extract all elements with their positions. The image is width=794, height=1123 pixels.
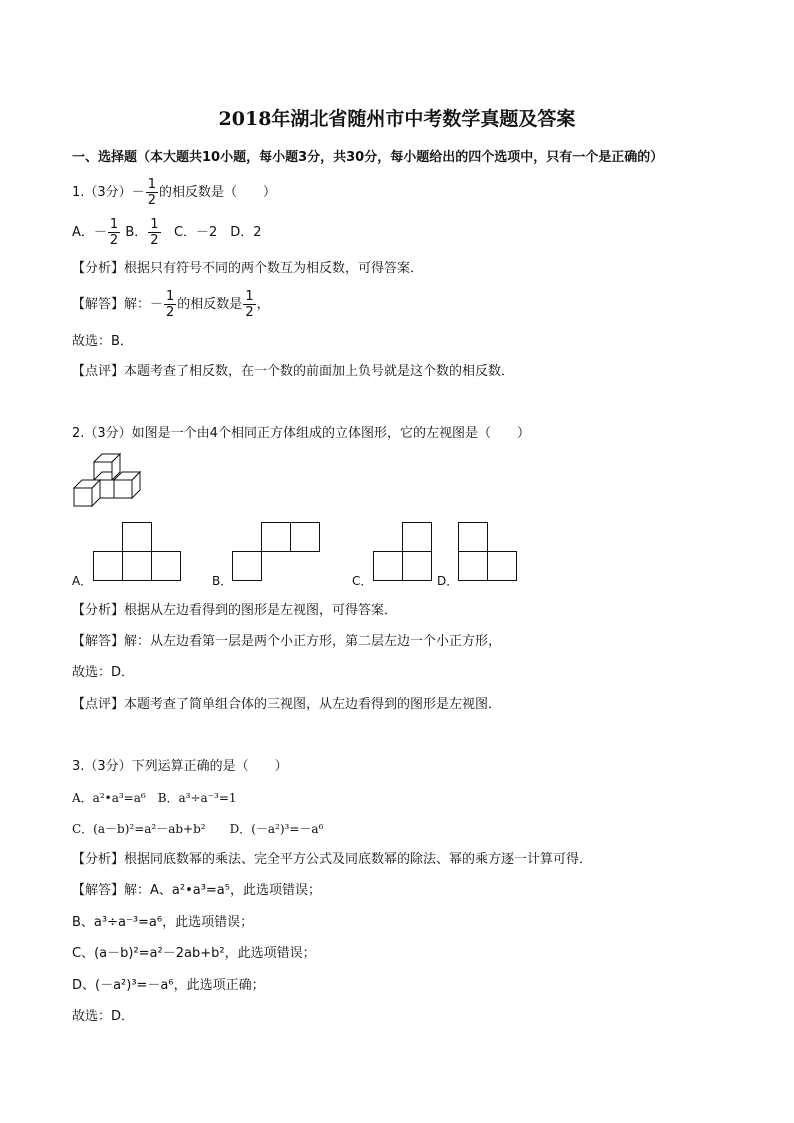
q1-choice: 故选：B． [72,334,133,349]
q1-stem [72,178,276,207]
q1-analysis: 【分析】根据只有符号不同的两个数互为相反数，可得答案． [72,261,424,276]
q2-opt-b-label: B． [212,574,233,588]
q1-opt-b: B． [125,225,148,240]
q3-stem: 3.（3分）下列运算正确的是（ ） [72,759,288,774]
q1-opt-b-num: 1 [150,217,159,232]
q3-answer-a: 【解答】解：A、a²•a³=a⁵，此选项错误； [72,883,321,898]
q1-frac-num: 1 [147,177,156,192]
q1-answer [72,290,270,319]
q2-comment: 【点评】本题考查了简单组合体的三视图，从左边看得到的图形是左视图． [72,697,502,712]
q1-opt-a: A．－ [72,225,107,240]
q2-answer: 【解答】解：从左边看第一层是两个小正方形，第二层左边一个小正方形， [72,634,502,649]
q3-analysis: 【分析】根据同底数幂的乘法、完全平方公式及同底数幂的除法、幂的乘方逐一计算可得． [72,852,593,867]
q2-choice: 故选：D． [72,665,135,680]
q1-frac-den: 2 [147,193,156,208]
q3-answer-d: D、(－a²)³=－a⁶，此选项正确； [72,978,265,993]
q1-stem-suffix: 的相反数是（ ） [158,185,276,200]
q1-fraction [146,178,158,207]
q3-answer-b: B、a³÷a⁻³=a⁶，此选项错误； [72,915,254,930]
q3-options-cd: C．(a－b)²=a²－ab+b² D．(－a²)³=－a⁶ [72,822,324,836]
q2-opt-d-figure [458,522,520,582]
q1-opt-b-fraction [148,218,160,247]
q1-answer-den-1: 2 [166,305,175,320]
q2-opt-c-label: C． [352,574,373,588]
q2-opt-b-figure [232,522,324,582]
q1-answer-suffix: ， [256,297,270,312]
q3-answer-c: C、(a－b)²=a²－2ab+b²，此选项错误； [72,946,316,961]
page-title: 2018年湖北省随州市中考数学真题及答案 [218,108,576,130]
q1-answer-frac-1 [164,290,176,319]
q1-answer-den-2: 2 [245,305,254,320]
q2-opt-c-figure [373,522,435,582]
q3-options-ab: A．a²•a³=a⁶ B．a³÷a⁻³=1 [72,791,237,805]
q1-opt-b-den: 2 [150,233,159,248]
q1-answer-mid: 的相反数是 [177,297,243,312]
q1-answer-num-1: 1 [166,289,175,304]
q1-answer-prefix: 【解答】解：－ [72,297,164,312]
q2-solid-figure [72,450,142,512]
q1-comment: 【点评】本题考查了相反数，在一个数的前面加上负号就是这个数的相反数． [72,364,515,379]
q3-choice: 故选：D． [72,1009,135,1024]
q1-opt-cd: C．－2 D．2 [173,225,262,240]
q2-analysis: 【分析】根据从左边看得到的图形是左视图，可得答案． [72,603,398,618]
q2-opt-d-label: D． [437,574,459,588]
q1-opt-a-num: 1 [109,217,119,232]
q1-answer-num-2: 1 [245,289,254,304]
q1-options [72,218,262,247]
q2-opt-a-label: A． [72,574,93,588]
q2-opt-a-figure [93,522,183,582]
q1-stem-prefix: 1.（3分）－ [72,185,145,200]
q1-answer-frac-2 [243,290,255,319]
section-heading: 一、选择题（本大题共10小题，每小题3分，共30分，每小题给出的四个选项中，只有一个是正确的） [72,150,664,165]
q1-opt-a-fraction [108,218,120,247]
q2-stem: 2.（3分）如图是一个由4个相同正方体组成的立体图形，它的左视图是（ ） [72,426,530,441]
q1-opt-a-den: 2 [109,233,119,248]
